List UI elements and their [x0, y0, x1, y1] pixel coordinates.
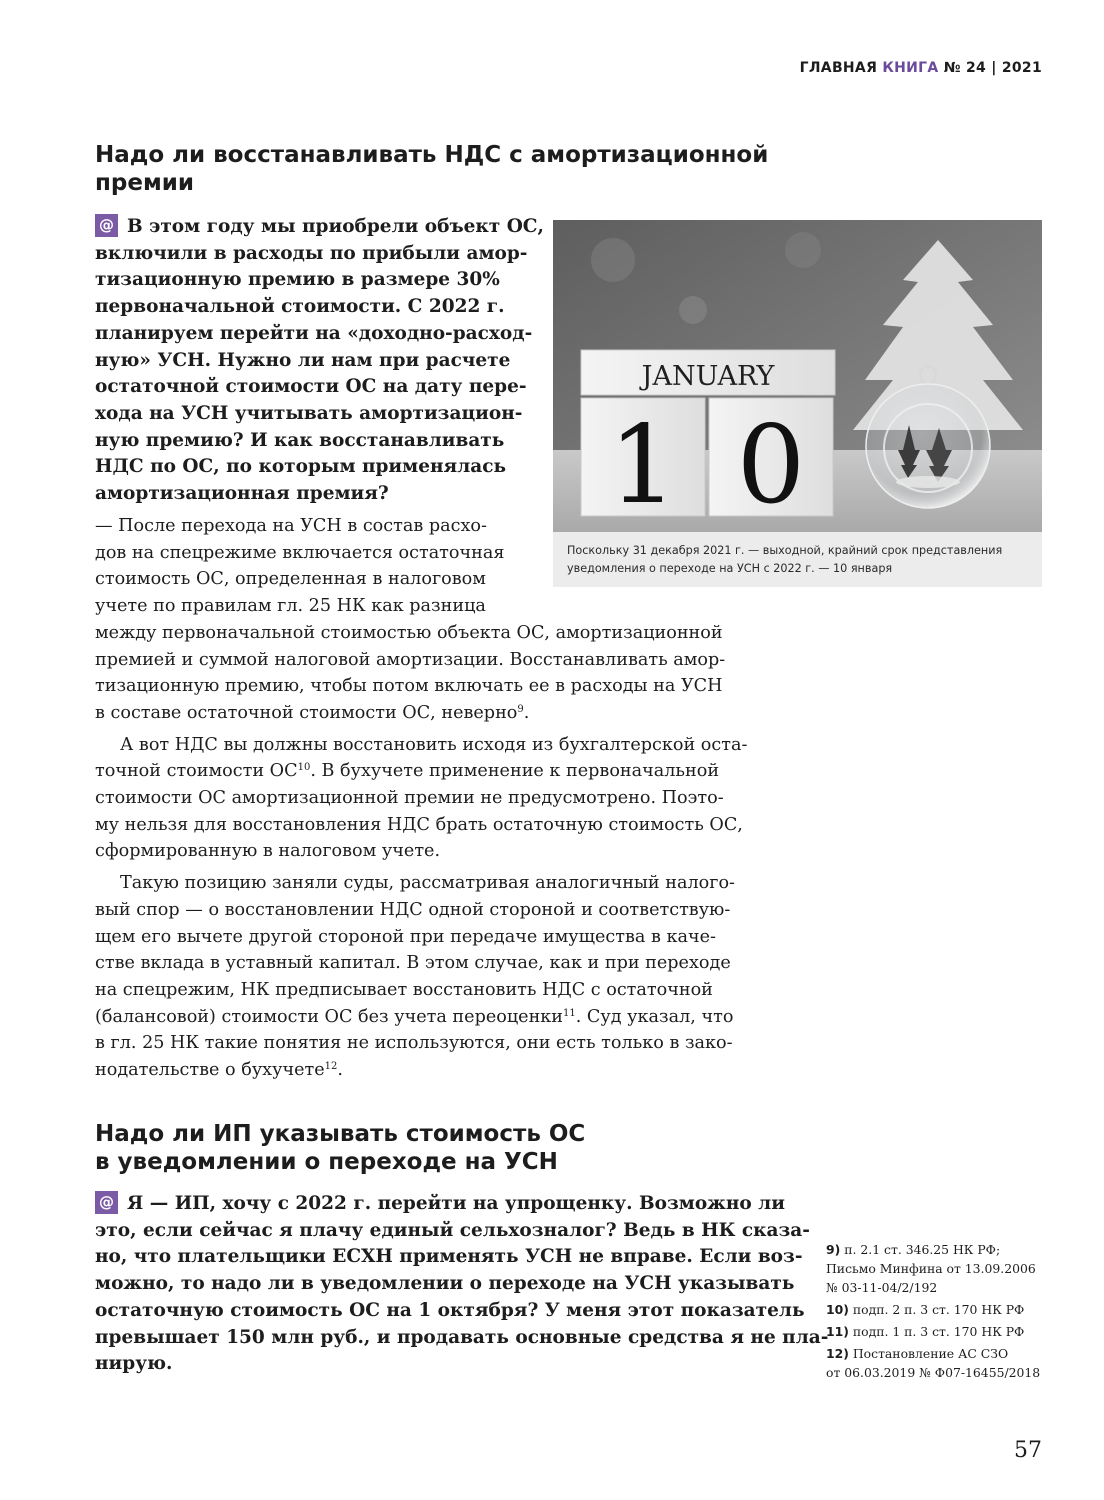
footnote-ref-10[interactable]: 10 [297, 762, 311, 774]
calendar-day-tens: 1 [608, 403, 678, 528]
section2-title: Надо ли ИП указывать стоимость ОС в уведомлении о переходе на УСН [95, 1121, 586, 1175]
footnote-11: 11) подп. 1 п. 3 ст. 170 НК РФ [826, 1324, 1025, 1339]
footnote-9: 9) п. 2.1 ст. 346.25 НК РФ; Письмо Минфина от 13.09.2006 № 03-11-04/2/192 [826, 1242, 1036, 1295]
page-number: 57 [1014, 1438, 1042, 1463]
calendar-photo [553, 220, 1042, 532]
calendar-month: JANUARY [641, 361, 775, 392]
issue-number: № 24 | 2021 [943, 60, 1042, 76]
magazine-name: ГЛАВНАЯ [799, 60, 878, 76]
photo-caption-box [553, 532, 1042, 587]
section2-question: @ Я — ИП, хочу с 2022 г. перейти на упрощенку. Возможно ли это, если сейчас я плачу единый сельхозналог? Ведь в НК сказа- но, что плательщики ЕСХН применять УСН не вправе. Если воз- можно, то надо ли в уведомлении о переходе на УСН указывать остаточную стоимость ОС на 1 октября? У меня этот показатель превышает 150 млн руб., и продавать основные средства я не пла- нирую. [95, 1193, 829, 1375]
calendar-day-ones: 0 [736, 403, 806, 528]
footnote-ref-9[interactable]: 9 [517, 703, 524, 715]
magazine-name-accent: КНИГА [882, 60, 939, 76]
at-icon: @ [95, 1191, 118, 1214]
footnote-ref-12[interactable]: 12 [324, 1061, 338, 1073]
section1-title: Надо ли восстанавливать НДС с амортизационной премии [95, 142, 769, 196]
footnote-12: 12) Постановление АС СЗО от 06.03.2019 № Ф07-16455/2018 [826, 1346, 1041, 1380]
at-icon: @ [95, 214, 118, 237]
footnotes [826, 1240, 1056, 1385]
section1-question: @ В этом году мы приобрели объект ОС, включили в расходы по прибыли амор- тизационную премию в размере 30% первоначальной стоимости. С 2022 г. планируем перейти на «доходно-расход- ную» УСН. Нужно ли нам при расчете остаточной стоимости ОС на дату пере- хода на УСН учитывать амортизацион- ную премию? И как восстанавливать НДС по ОС, по которым применялась амортизационная премия? [95, 216, 544, 505]
section1-answer: — После перехода на УСН в состав расхо- дов на спецрежиме включается остаточная стоимость ОС, определенная в налоговом учете по правилам гл. 25 НК как разница между первоначальной стоимостью объекта ОС, амортизационной премией и суммой налоговой амортизации. Восстанавливать амор- тизационную премию, чтобы потом включать ее в расходы на УСН в составе остаточной стоимости ОС, неверно$^9$. А вот НДС вы должны восстановить исходя из бухгалтерской оста- точной стоимости ОС$^{10}$. В бухучете применение к первоначальной стоимости ОС амортизационной премии не предусмотрено. Поэто- му нельзя для восстановления НДС брать остаточную стоимость ОС, сформированную в налоговом учете. Такую позицию заняли суды, рассматривая аналогичный налого- вый спор — о восстановлении НДС одной стороной и соответствую- щем его вычете другой стороной при передаче имущества в каче- стве вклада в уставный капитал. В этом случае, как и при переходе на спецрежим, НК предписывает восстановить НДС с остаточной (балансовой) стоимости ОС без учета переоценки$^{11}$. Суд указал, что в гл. 25 НК такие понятия не используются, они есть только в зако- нодательстве о бухучете$^{12}$. [95, 516, 748, 1081]
footnote-10: 10) подп. 2 п. 3 ст. 170 НК РФ [826, 1302, 1025, 1317]
footnote-ref-11[interactable]: 11 [563, 1007, 576, 1019]
running-head [800, 60, 1042, 76]
photo-caption: Поскольку 31 декабря 2021 г. — выходной, крайний срок представления уведомления о переходе на УСН с 2022 г. — 10 января [567, 544, 1003, 575]
